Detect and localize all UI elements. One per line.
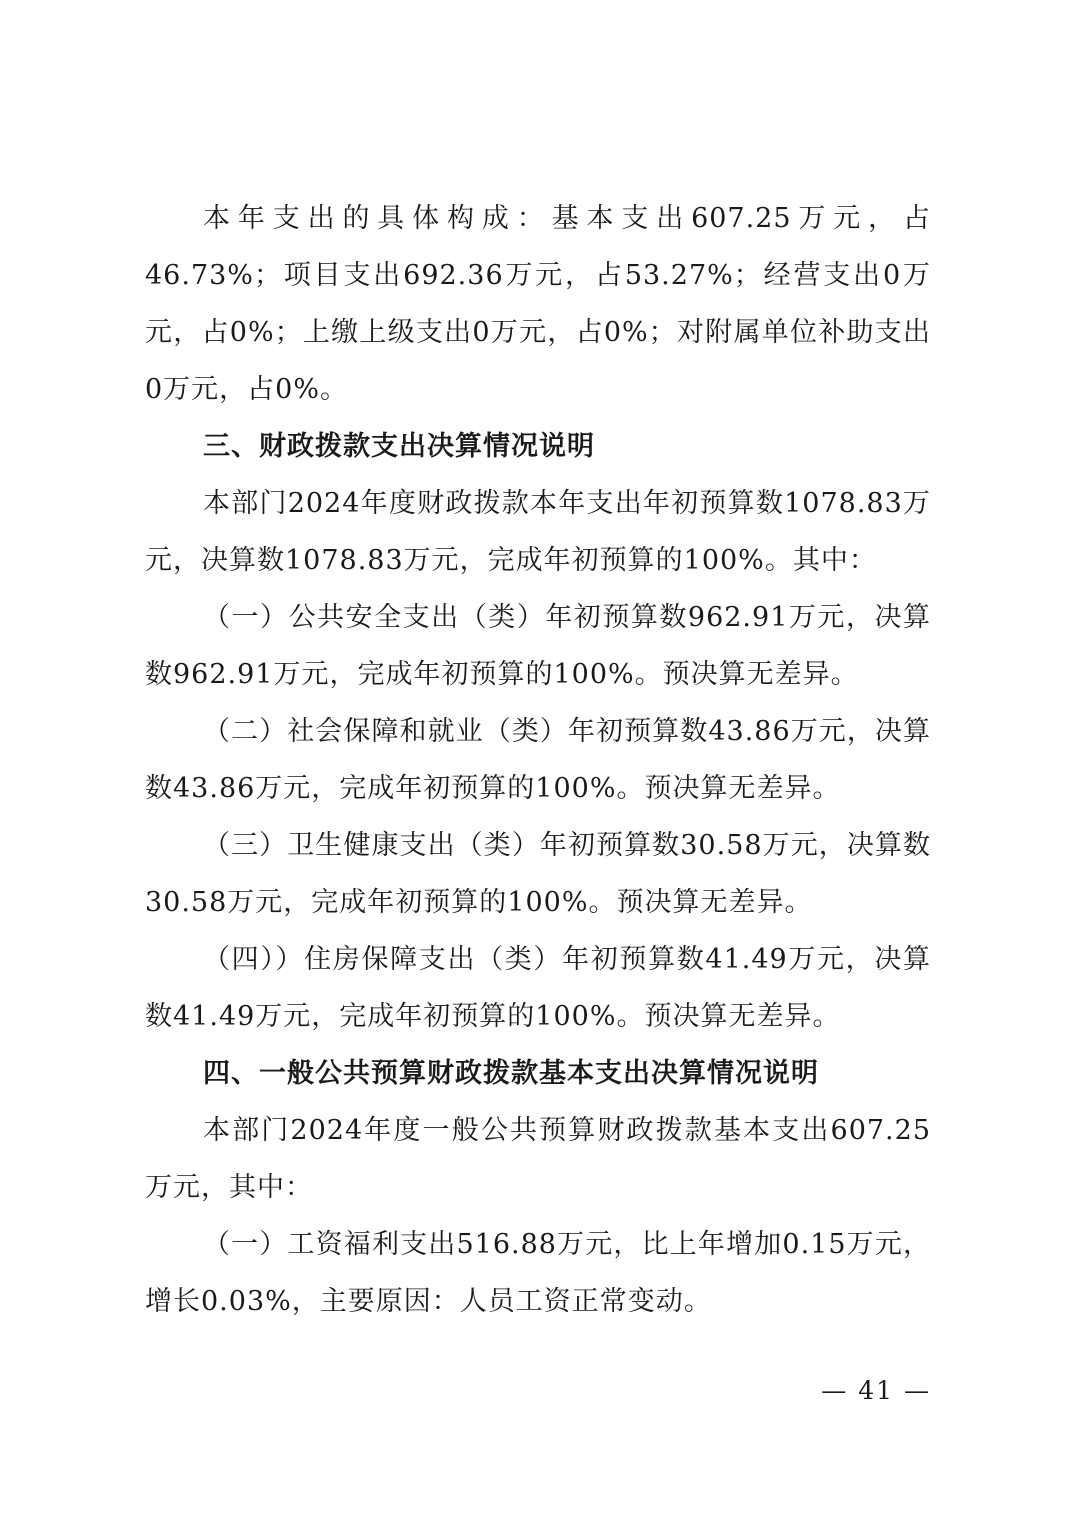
paragraph-expenditure-composition: 本年支出的具体构成：基本支出607.25万元，占46.73%；项目支出692.36万元，占53.27%；经营支出0万元，占0%；上缴上级支出0万元，占0%；对附属单位补助支出0万元，占0%。 (145, 203, 931, 405)
paragraph-basic-expenditure-summary: 本部门2024年度一般公共预算财政拨款基本支出607.25万元，其中： (145, 1115, 931, 1203)
paragraph-health: （三）卫生健康支出（类）年初预算数30.58万元，决算数30.58万元，完成年初预算的100%。预决算无差异。 (145, 830, 931, 918)
paragraph-fiscal-appropriation-summary: 本部门2024年度财政拨款本年支出年初预算数1078.83万元，决算数1078.83万元，完成年初预算的100%。其中： (145, 488, 931, 576)
section-heading-4: 四、一般公共预算财政拨款基本支出决算情况说明 (203, 1058, 819, 1089)
paragraph-wage-welfare: （一）工资福利支出516.88万元，比上年增加0.15万元，增长0.03%，主要原因：人员工资正常变动。 (145, 1229, 931, 1317)
page-number: — 41 — (821, 1376, 931, 1405)
document-body (145, 190, 931, 1330)
paragraph-social-security: （二）社会保障和就业（类）年初预算数43.86万元，决算数43.86万元，完成年初预算的100%。预决算无差异。 (145, 716, 931, 804)
paragraph-housing: （四））住房保障支出（类）年初预算数41.49万元，决算数41.49万元，完成年初预算的100%。预决算无差异。 (145, 944, 931, 1032)
section-heading-3: 三、财政拨款支出决算情况说明 (203, 431, 595, 462)
paragraph-public-security: （一）公共安全支出（类）年初预算数962.91万元，决算数962.91万元，完成年初预算的100%。预决算无差异。 (145, 602, 931, 690)
